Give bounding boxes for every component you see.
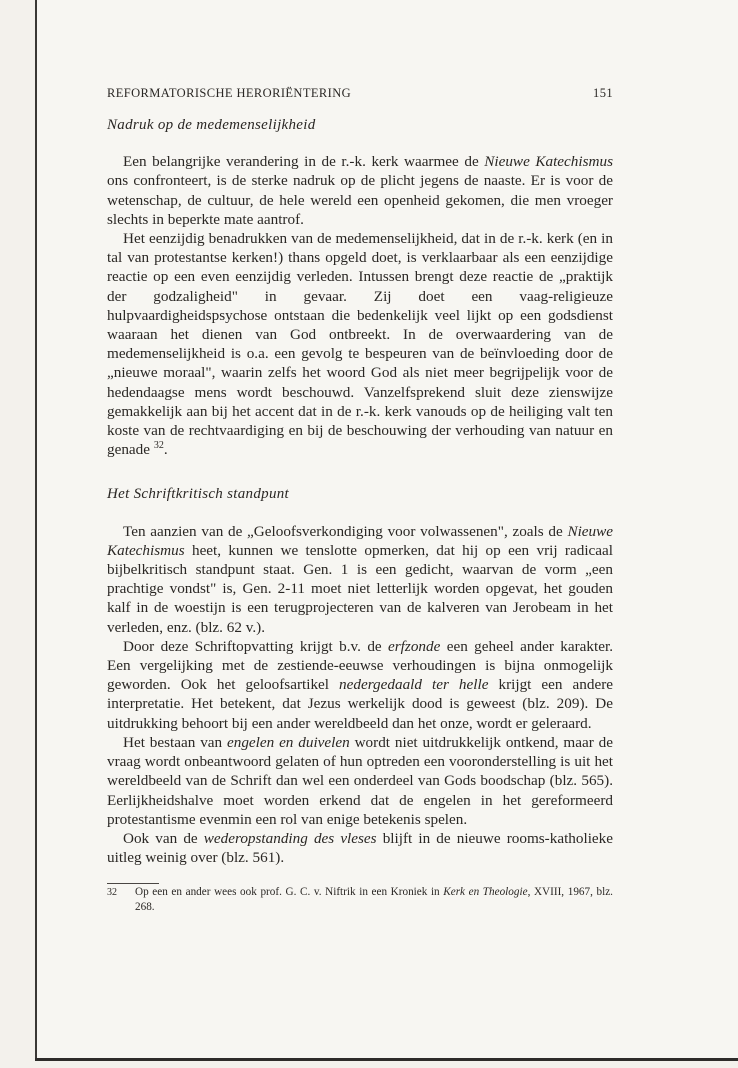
paragraph [107,152,613,229]
text-run: , XVIII, 1967, blz. 268. [135,886,613,913]
text-run: ons confronteert, is de sterke nadruk op de plicht jegens de naaste. Er is voor de wetenschap, de cultuur, de hele wereld een openheid gekomen, die men vroeger slechts in beperkte mate aantrof. [107,172,613,228]
footnote-number: 32 [107,887,117,898]
italic-term: nedergedaald ter helle [339,676,489,694]
text-run: Ook van de [123,829,204,847]
italic-term: erfzonde [388,637,441,655]
italic-title: Kerk en Theologie [443,886,528,898]
page-number: 151 [593,86,613,100]
paragraph [107,637,613,733]
italic-term: engelen en duivelen [226,733,350,751]
text-run: Ten aanzien van de „Geloofsverkondiging voor volwassenen", zoals de [123,522,568,540]
paragraph [107,733,613,829]
running-title: REFORMATORISCHE HERORIËNTERING [107,86,352,100]
text-run: Op een en ander wees ook prof. G. C. v. Niftrik in een Kroniek in [135,886,444,898]
footnote-text [135,885,613,915]
italic-title: Nieuwe Katechismus [107,522,613,559]
page-edge-bottom [35,1058,738,1061]
text-run: Door deze Schriftopvatting krijgt b.v. de [123,637,389,655]
text-run: heet, kunnen we tenslotte opmerken, dat hij op een vrij radicaal bijbelkritisch standpunt staat. Gen. 1 is een gedicht, waarvan de vorm „een prachtige vondst" is, Gen. 2-11 moet niet letterlijk worden opgevat, het gouden kalf in de woestijn is een terugprojecteren van de kalveren van Jerobeam in het verleden, enz. (blz. 62 v.). [107,541,613,636]
text-run: Een belangrijke verandering in de r.-k. kerk waarmee de [123,153,485,171]
footnote-rule [107,883,159,884]
running-header [107,86,613,104]
text-run: blijft in de nieuwe rooms-katholieke uitleg weinig over (blz. 561). [107,829,613,867]
italic-title: Nieuwe Katechismus [484,153,613,171]
text-run: wordt niet uitdrukkelijk ontkend, maar de vraag wordt onbeantwoord gelaten of hun optreden een vooronderstelling is uit het wereldbeeld van de Schrift dan wel een onderdeel van Gods boodschap (blz. 565). Eerlijkheidshalve moet worden erkend dat de engelen in het gereformeerd protestantisme evenmin een rol van enige betekenis spelen. [107,733,613,828]
paragraph [107,522,613,637]
paragraph [107,229,613,459]
text-run: Het bestaan van [123,733,227,751]
body-text [107,116,613,867]
footnote [107,885,613,915]
paragraph [107,829,613,867]
italic-term: wederopstanding des vleses [203,829,377,847]
text-run: Het eenzijdig benadrukken van de medemenselijkheid, dat in de r.-k. kerk (en in tal van protestantse kerken!) thans opgeld doet, is verklaarbaar als een eenzijdige reactie op een even eenzijdig verleden. Intussen brengt deze reactie de „praktijk der godzaligheid" in gevaar. Zij doet een vaag-religieuze hulpvaardigheidspsychose ontstaan die bedenkelijk veel lijkt op een godsdienst waaraan het dienen van God ontbreekt. In de overwaardering van de medemenselijkheid is o.a. een gevolg te bespeuren van de beïnvloeding door de „nieuwe moraal", waarin zelfs het woord God als niet meer begrijpelijk voor de hedendaagse mens wordt beschouwd. Vanzelfsprekend sluit deze zienswijze gemakkelijk aan bij het accent dat in de r.-k. kerk vanouds op de heiliging valt ten koste van de rechtvaardiging en bij de beschouwing der verhouding van natuur en genade [107,230,613,459]
section-title-medemenselijkheid: Nadruk op de medemenselijkheid [107,117,316,133]
section-title-schriftkritisch: Het Schriftkritisch standpunt [107,486,290,503]
text-run: . [163,441,168,459]
text-run: een geheel ander karakter. Een vergelijking met de zestiende-eeuwse verhoudingen is bijna onmogelijk geworden. Ook het geloofsartikel [107,637,613,694]
text-run: krijgt een andere interpretatie. Het betekent, dat Jezus werkelijk dood is geweest (blz. 209). De uitdrukking behoort bij een ander wereldbeeld dan het onze, wordt er geleraard. [107,676,613,732]
footnote-reference: 32 [153,440,164,452]
